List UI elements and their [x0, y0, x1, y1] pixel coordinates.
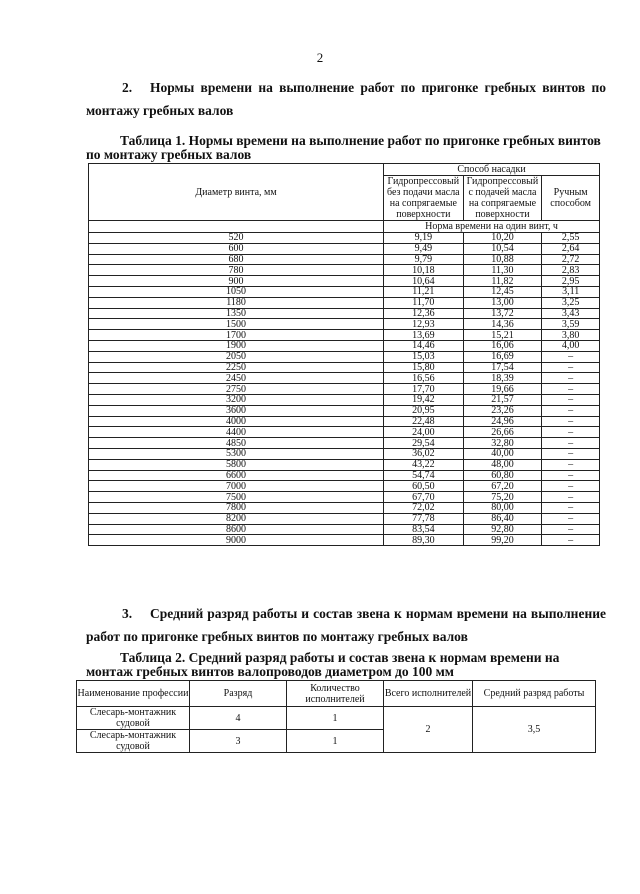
method1-cell: 43,22 — [384, 459, 464, 470]
method1-cell: 14,46 — [384, 340, 464, 351]
method3-cell: 2,83 — [542, 265, 600, 276]
table-row — [89, 319, 600, 330]
method3-cell: 2,72 — [542, 254, 600, 265]
table-row — [89, 416, 600, 427]
diameter-cell: 7000 — [89, 481, 384, 492]
diameter-cell: 780 — [89, 265, 384, 276]
method2-cell: 11,30 — [463, 265, 542, 276]
table-row — [77, 707, 596, 730]
diameter-cell: 7800 — [89, 502, 384, 513]
method2-cell: 13,72 — [463, 308, 542, 319]
method3-cell: 2,55 — [542, 233, 600, 244]
method3-cell: – — [542, 427, 600, 438]
method1-cell: 20,95 — [384, 405, 464, 416]
table-row — [89, 340, 600, 351]
method1-cell: 17,70 — [384, 384, 464, 395]
diameter-cell: 5800 — [89, 459, 384, 470]
grade-cell: 4 — [190, 707, 287, 730]
table-2-caption-text: Таблица 2. Средний разряд работы и состав звена к нормам времени на монтаж гребных винтов валопроводов диаметром до 100 мм — [86, 650, 560, 679]
table-row — [89, 286, 600, 297]
method2-cell: 15,21 — [463, 330, 542, 341]
table-row — [89, 394, 600, 405]
method3-cell: – — [542, 492, 600, 503]
col-total-header: Всего исполнителей — [384, 681, 473, 707]
unit-row-label: Норма времени на один винт, ч — [384, 221, 600, 233]
method1-cell: 77,78 — [384, 513, 464, 524]
method2-cell: 23,26 — [463, 405, 542, 416]
method2-cell: 16,69 — [463, 351, 542, 362]
col-count-header: Количество исполнителей — [287, 681, 384, 707]
section-3-number: 3. — [122, 606, 133, 621]
diameter-cell: 2250 — [89, 362, 384, 373]
method3-cell: – — [542, 384, 600, 395]
table-row — [89, 233, 600, 244]
diameter-cell: 1180 — [89, 297, 384, 308]
crew-table — [76, 680, 596, 753]
table-row — [89, 405, 600, 416]
method1-cell: 89,30 — [384, 535, 464, 546]
count-cell: 1 — [287, 707, 384, 730]
section-3-title: Средний разряд работы и состав звена к нормам времени на выполнение работ по пригонке гребных винтов по монтажу гребных валов — [86, 606, 606, 644]
method3-cell: 4,00 — [542, 340, 600, 351]
method1-cell: 13,69 — [384, 330, 464, 341]
table-1-caption — [86, 134, 604, 162]
method2-cell: 92,80 — [463, 524, 542, 535]
method2-cell: 19,66 — [463, 384, 542, 395]
method2-cell: 80,00 — [463, 502, 542, 513]
table-1-caption-text: Таблица 1. Нормы времени на выполнение работ по пригонке гребных винтов по монтажу гребных валов — [86, 133, 601, 162]
method3-cell: – — [542, 459, 600, 470]
diameter-cell: 2050 — [89, 351, 384, 362]
diameter-cell: 1050 — [89, 286, 384, 297]
profession-cell: Слесарь-монтажник судовой — [77, 730, 190, 753]
table-row — [89, 438, 600, 449]
table-row — [89, 330, 600, 341]
method3-cell: – — [542, 373, 600, 384]
method3-cell: – — [542, 362, 600, 373]
method2-cell: 40,00 — [463, 448, 542, 459]
method2-cell: 60,80 — [463, 470, 542, 481]
method1-cell: 10,64 — [384, 276, 464, 287]
diameter-cell: 1700 — [89, 330, 384, 341]
col-grade-header: Разряд — [190, 681, 287, 707]
method1-cell: 11,70 — [384, 297, 464, 308]
method1-cell: 11,21 — [384, 286, 464, 297]
method1-cell: 15,80 — [384, 362, 464, 373]
diameter-cell: 5300 — [89, 448, 384, 459]
method2-cell: 11,82 — [463, 276, 542, 287]
method3-cell: 2,95 — [542, 276, 600, 287]
diameter-cell: 6600 — [89, 470, 384, 481]
table-row — [89, 297, 600, 308]
page-number: 2 — [316, 50, 324, 65]
diameter-cell: 1500 — [89, 319, 384, 330]
method1-cell: 29,54 — [384, 438, 464, 449]
section-2-heading — [86, 76, 606, 122]
section-2-title: Нормы времени на выполнение работ по пригонке гребных винтов по монтажу гребных валов — [86, 80, 606, 118]
col-avg-grade-header: Средний разряд работы — [473, 681, 596, 707]
table-row — [89, 362, 600, 373]
diameter-cell: 2450 — [89, 373, 384, 384]
profession-cell: Слесарь-монтажник судовой — [77, 707, 190, 730]
diameter-cell: 8200 — [89, 513, 384, 524]
method3-cell: – — [542, 470, 600, 481]
diameter-cell: 7500 — [89, 492, 384, 503]
count-cell: 1 — [287, 730, 384, 753]
table-row — [89, 308, 600, 319]
method3-cell: 3,11 — [542, 286, 600, 297]
diameter-cell: 4400 — [89, 427, 384, 438]
diameter-cell: 3600 — [89, 405, 384, 416]
method1-cell: 67,70 — [384, 492, 464, 503]
norms-table — [88, 163, 600, 546]
diameter-cell: 900 — [89, 276, 384, 287]
method3-cell: 3,59 — [542, 319, 600, 330]
method3-cell: 3,43 — [542, 308, 600, 319]
table-row — [89, 502, 600, 513]
col-diameter-header: Диаметр винта, мм — [89, 164, 384, 221]
method1-cell: 60,50 — [384, 481, 464, 492]
method3-cell: – — [542, 513, 600, 524]
method2-cell: 48,00 — [463, 459, 542, 470]
table-row — [89, 243, 600, 254]
avg-grade-cell: 3,5 — [473, 707, 596, 753]
diameter-cell: 2750 — [89, 384, 384, 395]
col-method1-header: Гидропрессовый без подачи масла на сопрягаемые поверхности — [384, 176, 464, 221]
diameter-cell: 4850 — [89, 438, 384, 449]
section-2-number: 2. — [122, 80, 133, 95]
diameter-cell: 680 — [89, 254, 384, 265]
method2-cell: 86,40 — [463, 513, 542, 524]
diameter-cell: 600 — [89, 243, 384, 254]
method1-cell: 16,56 — [384, 373, 464, 384]
diameter-cell: 4000 — [89, 416, 384, 427]
method1-cell: 12,93 — [384, 319, 464, 330]
method1-cell: 83,54 — [384, 524, 464, 535]
method2-cell: 12,45 — [463, 286, 542, 297]
table-row — [89, 373, 600, 384]
table-row — [89, 351, 600, 362]
method3-cell: – — [542, 405, 600, 416]
method1-cell: 9,19 — [384, 233, 464, 244]
method3-cell: – — [542, 416, 600, 427]
diameter-cell: 1350 — [89, 308, 384, 319]
method2-cell: 67,20 — [463, 481, 542, 492]
table-row — [89, 459, 600, 470]
method2-cell: 16,06 — [463, 340, 542, 351]
method2-cell: 75,20 — [463, 492, 542, 503]
col-method2-header: Гидропрессовый с подачей масла на сопрягаемые поверхности — [463, 176, 542, 221]
diameter-cell: 1900 — [89, 340, 384, 351]
method1-cell: 12,36 — [384, 308, 464, 319]
method3-cell: – — [542, 535, 600, 546]
method2-cell: 26,66 — [463, 427, 542, 438]
diameter-cell: 3200 — [89, 394, 384, 405]
col-profession-header: Наименование профессии — [77, 681, 190, 707]
method1-cell: 19,42 — [384, 394, 464, 405]
method1-cell: 72,02 — [384, 502, 464, 513]
table-row — [89, 254, 600, 265]
table-row — [89, 448, 600, 459]
diameter-cell: 520 — [89, 233, 384, 244]
method1-cell: 9,79 — [384, 254, 464, 265]
table-2-caption — [86, 651, 604, 679]
method1-cell: 24,00 — [384, 427, 464, 438]
method3-cell: 2,64 — [542, 243, 600, 254]
method3-cell: 3,80 — [542, 330, 600, 341]
section-3-heading — [86, 602, 606, 648]
table-row — [89, 481, 600, 492]
method1-cell: 10,18 — [384, 265, 464, 276]
method1-cell: 36,02 — [384, 448, 464, 459]
total-workers-cell: 2 — [384, 707, 473, 753]
method3-cell: – — [542, 448, 600, 459]
table-row — [89, 492, 600, 503]
unit-row-blank — [89, 221, 384, 233]
method3-cell: – — [542, 502, 600, 513]
method1-cell: 15,03 — [384, 351, 464, 362]
table-row — [89, 427, 600, 438]
method1-cell: 54,74 — [384, 470, 464, 481]
method2-cell: 10,20 — [463, 233, 542, 244]
table-row — [89, 384, 600, 395]
table-row — [89, 276, 600, 287]
table-row — [89, 265, 600, 276]
method-group-header: Способ насадки — [384, 164, 600, 176]
grade-cell: 3 — [190, 730, 287, 753]
method3-cell: – — [542, 351, 600, 362]
table-row — [89, 513, 600, 524]
method2-cell: 13,00 — [463, 297, 542, 308]
method3-cell: 3,25 — [542, 297, 600, 308]
method3-cell: – — [542, 394, 600, 405]
method2-cell: 14,36 — [463, 319, 542, 330]
diameter-cell: 8600 — [89, 524, 384, 535]
table-row — [89, 470, 600, 481]
method2-cell: 21,57 — [463, 394, 542, 405]
method3-cell: – — [542, 438, 600, 449]
method2-cell: 32,80 — [463, 438, 542, 449]
diameter-cell: 9000 — [89, 535, 384, 546]
method1-cell: 22,48 — [384, 416, 464, 427]
col-method3-header: Ручным способом — [542, 176, 600, 221]
method2-cell: 10,88 — [463, 254, 542, 265]
method2-cell: 99,20 — [463, 535, 542, 546]
method3-cell: – — [542, 524, 600, 535]
method3-cell: – — [542, 481, 600, 492]
method2-cell: 10,54 — [463, 243, 542, 254]
method1-cell: 9,49 — [384, 243, 464, 254]
method2-cell: 17,54 — [463, 362, 542, 373]
table-row — [89, 524, 600, 535]
method2-cell: 18,39 — [463, 373, 542, 384]
method2-cell: 24,96 — [463, 416, 542, 427]
table-row — [89, 535, 600, 546]
